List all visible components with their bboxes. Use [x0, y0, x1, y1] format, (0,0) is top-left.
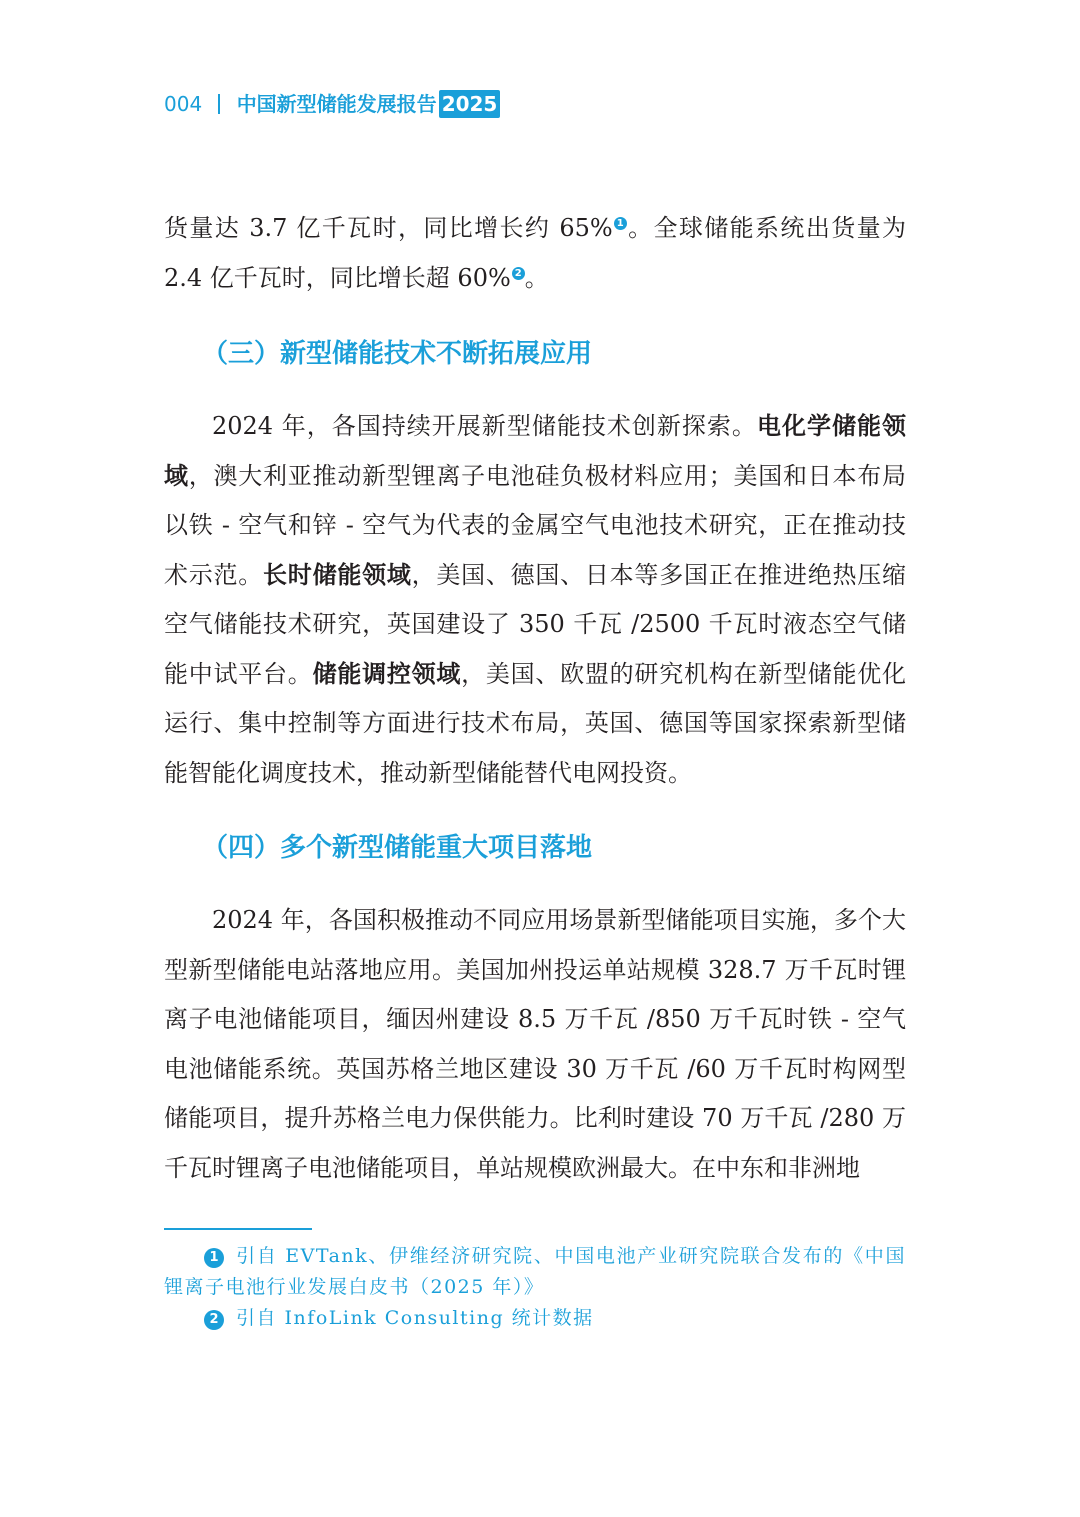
intro-paragraph [164, 204, 906, 303]
section-4-paragraph: 2024 年，各国积极推动不同应用场景新型储能项目实施，多个大型新型储能电站落地应用。美国加州投运单站规模 328.7 万千瓦时锂离子电池储能项目，缅因州建设 8.5 万千瓦 /850 万千瓦时铁 - 空气电池储能系统。英国苏格兰地区建设 30 万千瓦 /60 万千瓦时构网型储能项目，提升苏格兰电力保供能力。比利时建设 70 万千瓦 /280 万千瓦时锂离子电池储能项目，单站规模欧洲最大。在中东和非洲地 [164, 906, 906, 1182]
footnotes [164, 1241, 906, 1334]
intro-text-3: 。 [524, 263, 549, 292]
term-regulation: 储能调控领域 [312, 659, 462, 688]
term-long-duration: 长时储能领域 [263, 560, 412, 589]
section-heading-4: （四）多个新型储能重大项目落地 [202, 833, 593, 863]
section-3-text-4: ，美国、欧盟的研究机构在新型储能优化运行、集中控制等方面进行技术布局，英国、德国等国家探索新型储能智能化调度技术，推动新型储能替代电网投资。 [164, 659, 907, 787]
term-electrochemical: 电化学储能领域 [164, 412, 906, 490]
footnote-2 [164, 1303, 906, 1334]
section-3-text-1: 2024 年，各国持续开展新型储能技术创新探索。 [212, 412, 757, 440]
report-year-badge: 2025 [439, 90, 501, 118]
running-header [164, 90, 500, 118]
section-3-paragraph [164, 402, 906, 798]
section-3-text-3: ，美国、德国、日本等多国正在推进绝热压缩空气储能技术研究，英国建设了 350 千瓦 /2500 千瓦时液态空气储能中试平台。 [164, 560, 907, 688]
footnote-1-text: 引自 EVTank、伊维经济研究院、中国电池产业研究院联合发布的《中国锂离子电池行业发展白皮书（2025 年）》 [164, 1245, 906, 1298]
footnote-divider [164, 1228, 312, 1230]
footnote-ref-1[interactable]: 1 [614, 217, 627, 230]
report-title: 中国新型储能发展报告 [236, 92, 437, 116]
section-heading-3: （三）新型储能技术不断拓展应用 [202, 339, 593, 369]
header-divider [218, 94, 220, 114]
footnote-number-icon: 2 [204, 1310, 224, 1330]
section-3-text-2: ，澳大利亚推动新型锂离子电池硅负极材料应用；美国和日本布局以铁 - 空气和锌 - 空气为代表的金属空气电池技术研究，正在推动技术示范。 [164, 461, 907, 589]
footnote-number-icon: 1 [204, 1248, 224, 1268]
footnote-1 [164, 1241, 906, 1303]
footnote-ref-2[interactable]: 2 [512, 267, 525, 280]
intro-text-2: 。全球储能系统出货量为 2.4 亿千瓦时，同比增长超 60% [164, 214, 907, 292]
footnote-2-text: 引自 InfoLink Consulting 统计数据 [236, 1307, 594, 1329]
intro-text-1: 货量达 3.7 亿千瓦时，同比增长约 65% [164, 214, 613, 242]
page-number: 004 [164, 92, 203, 116]
